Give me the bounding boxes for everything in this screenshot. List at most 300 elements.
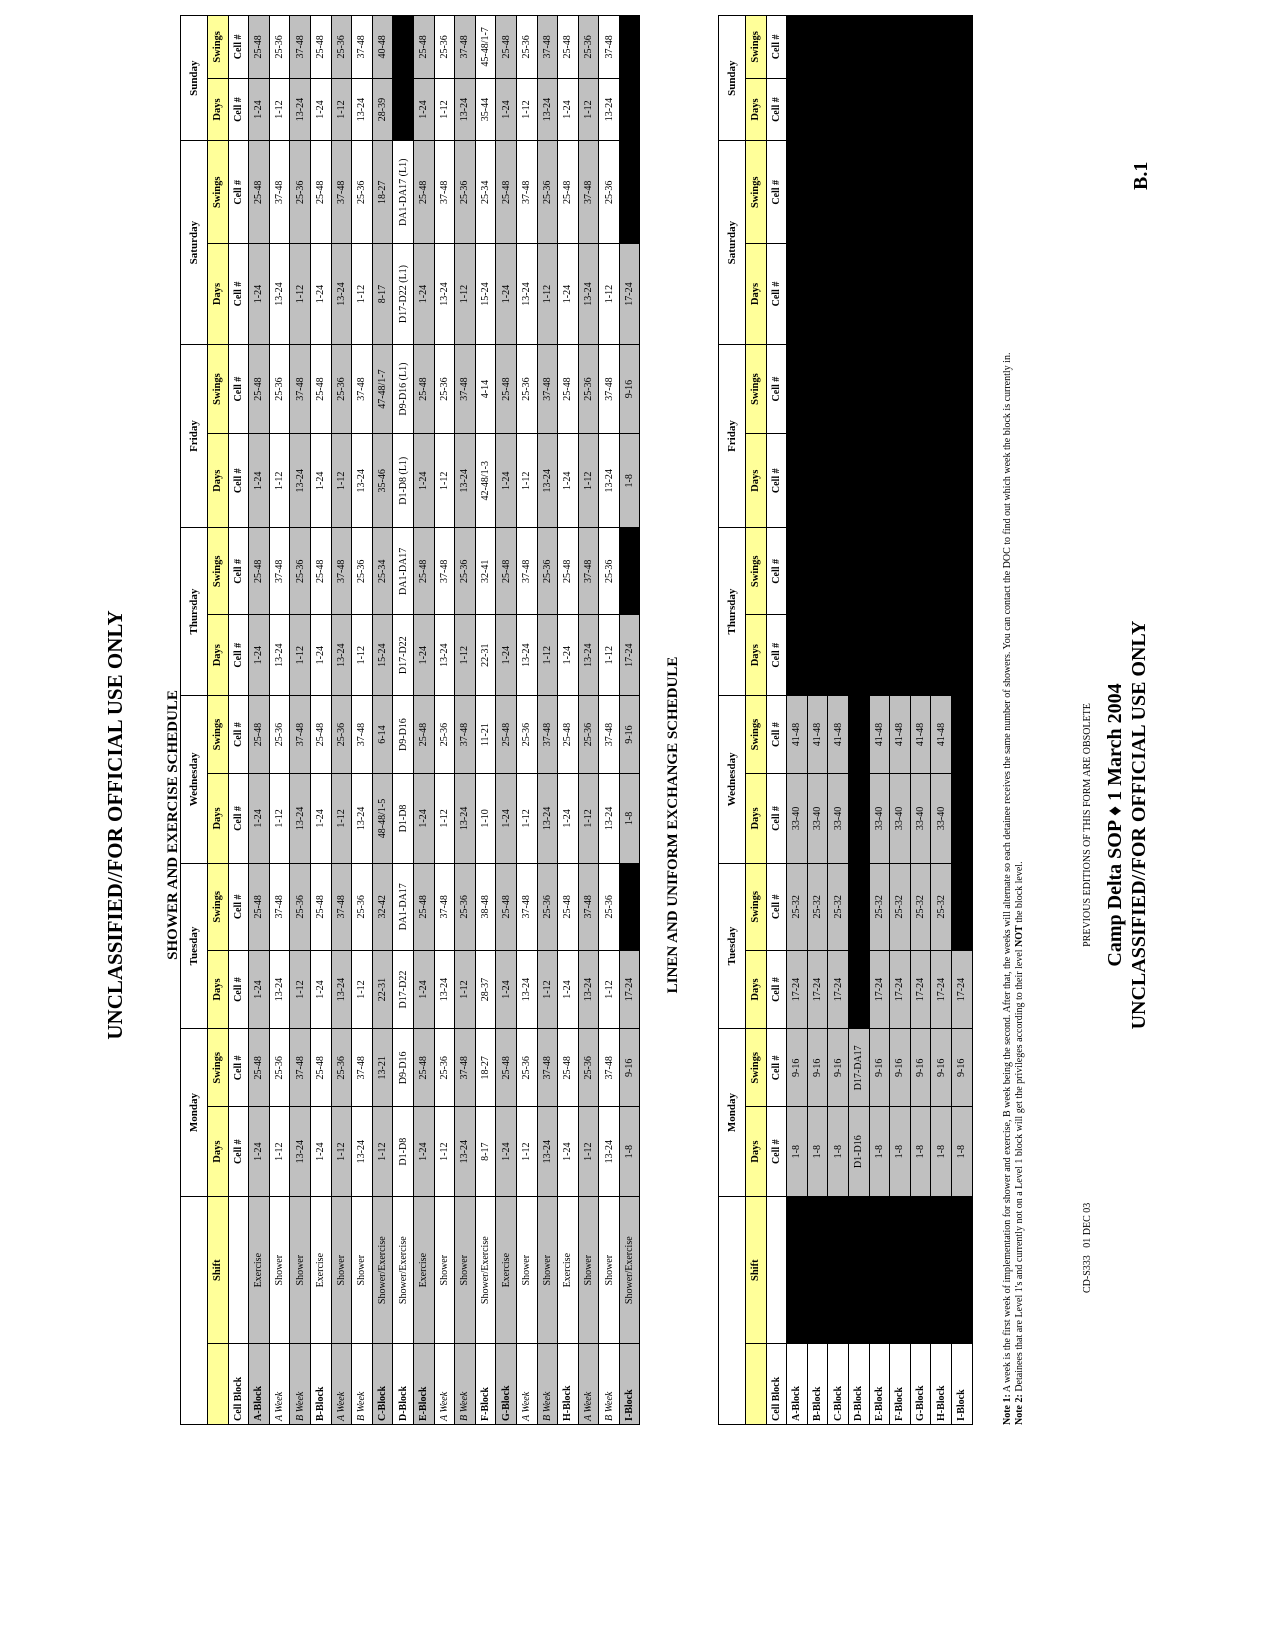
header-cell-number: Cell #: [766, 141, 787, 244]
redacted-cell: [910, 528, 931, 615]
schedule-cell: 25-48: [310, 528, 331, 615]
schedule-cell: 1-24: [558, 1107, 579, 1196]
schedule-cell: 9-16: [931, 1029, 952, 1107]
redacted-cell: [910, 16, 931, 79]
header-days: Days: [746, 78, 767, 141]
row-block-label: C-Block: [828, 1344, 849, 1425]
schedule-cell: 37-48: [537, 695, 558, 773]
schedule-cell: 1-24: [496, 950, 517, 1028]
row-shift: Shower: [269, 1196, 290, 1344]
row-shift: Shower/Exercise: [475, 1196, 496, 1344]
schedule-cell: 1-24: [496, 78, 517, 141]
schedule-cell: 1-24: [496, 244, 517, 345]
sop-title: Camp Delta SOP ♦ 1 March 2004: [1104, 683, 1126, 967]
redacted-cell: [890, 1196, 911, 1344]
schedule-cell: 1-24: [413, 434, 434, 528]
schedule-cell: 41-48: [890, 695, 911, 773]
table-row: [537, 16, 558, 1425]
redacted-cell: [931, 244, 952, 345]
schedule-cell: 13-24: [599, 1107, 620, 1196]
schedule-cell: 25-32: [807, 863, 828, 950]
row-shift: Shower: [516, 1196, 537, 1344]
schedule-cell: 9-16: [890, 1029, 911, 1107]
schedule-cell: 37-48: [537, 16, 558, 79]
redacted-cell: [931, 16, 952, 79]
redacted-cell: [828, 16, 849, 79]
page-number: B.1: [1130, 161, 1152, 190]
row-shift: Shower: [537, 1196, 558, 1344]
schedule-cell: D1-D8: [393, 774, 414, 863]
schedule-cell: 1-8: [951, 1107, 972, 1196]
schedule-cell: 41-48: [869, 695, 890, 773]
schedule-cell: 1-24: [558, 244, 579, 345]
schedule-cell: 25-48: [413, 344, 434, 433]
schedule-cell: 13-24: [537, 774, 558, 863]
schedule-cell: 17-24: [910, 950, 931, 1028]
schedule-cell: 1-8: [619, 774, 640, 863]
schedule-cell: 1-8: [910, 1107, 931, 1196]
header-row-sub: [746, 16, 767, 1425]
redacted-cell: [848, 950, 869, 1028]
schedule-cell: 37-48: [599, 1029, 620, 1107]
redacted-cell: [828, 78, 849, 141]
redacted-cell: [807, 434, 828, 528]
schedule-cell: 13-24: [516, 244, 537, 345]
schedule-cell: 25-48: [249, 528, 270, 615]
table-row: [269, 16, 290, 1425]
schedule-cell: 1-12: [599, 244, 620, 345]
schedule-cell: 18-27: [372, 141, 393, 244]
row-block-label: A-Block: [787, 1344, 808, 1425]
table-row: [951, 16, 972, 1425]
schedule-cell: 25-48: [558, 863, 579, 950]
schedule-cell: 41-48: [807, 695, 828, 773]
schedule-cell: 13-24: [516, 950, 537, 1028]
header-swings: Swings: [208, 141, 229, 244]
redacted-cell: [828, 141, 849, 244]
header-days: Days: [208, 1107, 229, 1196]
schedule-cell: 1-24: [413, 774, 434, 863]
header-cell-number: Cell #: [228, 16, 249, 79]
table-row: [496, 16, 517, 1425]
schedule-cell: 1-8: [828, 1107, 849, 1196]
schedule-cell: 1-12: [516, 78, 537, 141]
schedule-cell: 13-24: [352, 78, 373, 141]
redacted-cell: [951, 141, 972, 244]
header-shift: Shift: [208, 1196, 229, 1344]
header-cell-number: Cell #: [228, 344, 249, 433]
header-day: Saturday: [181, 141, 208, 344]
redacted-cell: [890, 528, 911, 615]
redacted-cell: [890, 434, 911, 528]
header-swings: Swings: [746, 528, 767, 615]
schedule-cell: 9-16: [619, 344, 640, 433]
row-block-label: A Week: [269, 1344, 290, 1425]
redacted-cell: [807, 615, 828, 696]
row-block-label: E-Block: [869, 1344, 890, 1425]
redacted-cell: [869, 1196, 890, 1344]
schedule-cell: 1-8: [931, 1107, 952, 1196]
schedule-cell: 37-48: [290, 695, 311, 773]
schedule-cell: 1-12: [352, 615, 373, 696]
redacted-cell: [910, 1196, 931, 1344]
redacted-cell: [848, 774, 869, 863]
redacted-cell: [890, 344, 911, 433]
schedule-cell: 37-48: [434, 863, 455, 950]
header-day: Tuesday: [181, 863, 208, 1029]
schedule-cell: 28-39: [372, 78, 393, 141]
header-day: Monday: [719, 1029, 746, 1197]
row-block-label: I-Block: [951, 1344, 972, 1425]
schedule-cell: 1-24: [249, 78, 270, 141]
redacted-cell: [828, 244, 849, 345]
schedule-cell: 1-24: [558, 78, 579, 141]
schedule-cell: 37-48: [516, 141, 537, 244]
row-block-label: E-Block: [413, 1344, 434, 1425]
schedule-cell: 25-48: [310, 863, 331, 950]
schedule-cell: 25-36: [455, 528, 476, 615]
schedule-cell: 25-36: [537, 863, 558, 950]
schedule-cell: 37-48: [269, 863, 290, 950]
redacted-cell: [848, 78, 869, 141]
obsolete-notice: PREVIOUS EDITIONS OF THIS FORM ARE OBSOLETE: [1082, 703, 1093, 947]
schedule-cell: 37-48: [290, 344, 311, 433]
schedule-cell: 25-48: [496, 528, 517, 615]
schedule-cell: 41-48: [931, 695, 952, 773]
schedule-cell: 37-48: [599, 695, 620, 773]
schedule-cell: 25-48: [413, 1029, 434, 1107]
schedule-cell: 13-24: [578, 950, 599, 1028]
schedule-cell: 1-10: [475, 774, 496, 863]
schedule-cell: 13-24: [352, 1107, 373, 1196]
schedule-cell: 25-36: [516, 344, 537, 433]
header-days: Days: [208, 615, 229, 696]
schedule-cell: 25-36: [434, 344, 455, 433]
redacted-cell: [619, 141, 640, 244]
row-block-label: I-Block: [619, 1344, 640, 1425]
schedule-cell: 1-12: [537, 950, 558, 1028]
header-swings: Swings: [208, 344, 229, 433]
redacted-cell: [951, 78, 972, 141]
row-shift: Shower: [290, 1196, 311, 1344]
schedule-cell: 1-24: [310, 1107, 331, 1196]
linen-exchange-table: [718, 15, 973, 1425]
schedule-cell: 13-24: [537, 78, 558, 141]
redacted-cell: [848, 244, 869, 345]
schedule-cell: 37-48: [537, 1029, 558, 1107]
header-cell-number: Cell #: [228, 615, 249, 696]
schedule-cell: 25-48: [249, 141, 270, 244]
redacted-cell: [951, 695, 972, 773]
schedule-cell: 25-48: [310, 16, 331, 79]
top-classification-banner: UNCLASSIFIED//FOR OFFICIAL USE ONLY: [103, 610, 127, 1040]
table-row: [290, 16, 311, 1425]
note-2: [1014, 5, 1026, 1425]
schedule-cell: 1-12: [331, 434, 352, 528]
schedule-cell: 25-48: [249, 344, 270, 433]
schedule-cell: 4-14: [475, 344, 496, 433]
shower-exercise-table: [180, 15, 640, 1425]
schedule-cell: 25-36: [434, 16, 455, 79]
table-row: [331, 16, 352, 1425]
schedule-cell: 9-16: [869, 1029, 890, 1107]
schedule-cell: 25-32: [869, 863, 890, 950]
header-cell-number: Cell #: [228, 1107, 249, 1196]
schedule-cell: 1-24: [558, 434, 579, 528]
schedule-cell: 32-41: [475, 528, 496, 615]
header-days: Days: [746, 774, 767, 863]
row-shift: Shower: [578, 1196, 599, 1344]
schedule-cell: 9-16: [807, 1029, 828, 1107]
notes-block: [1002, 5, 1026, 1425]
schedule-cell: 25-36: [537, 528, 558, 615]
row-block-label: H-Block: [558, 1344, 579, 1425]
schedule-cell: 11-21: [475, 695, 496, 773]
schedule-cell: 25-48: [413, 141, 434, 244]
schedule-cell: 33-40: [787, 774, 808, 863]
schedule-cell: 1-12: [290, 950, 311, 1028]
row-block-label: B Week: [537, 1344, 558, 1425]
redacted-cell: [951, 344, 972, 433]
schedule-cell: 1-24: [413, 1107, 434, 1196]
row-shift: Exercise: [413, 1196, 434, 1344]
row-shift: Shower/Exercise: [372, 1196, 393, 1344]
redacted-cell: [828, 615, 849, 696]
schedule-cell: 25-48: [249, 16, 270, 79]
redacted-cell: [910, 615, 931, 696]
header-swings: Swings: [746, 16, 767, 79]
header-cell-number: Cell #: [766, 863, 787, 950]
redacted-cell: [890, 16, 911, 79]
schedule-cell: 15-24: [372, 615, 393, 696]
header-swings: Swings: [746, 141, 767, 244]
redacted-cell: [951, 1196, 972, 1344]
linen-schedule-title: LINEN AND UNIFORM EXCHANGE SCHEDULE: [665, 656, 681, 994]
schedule-cell: 13-24: [599, 774, 620, 863]
redacted-cell: [848, 1196, 869, 1344]
schedule-cell: 1-12: [290, 244, 311, 345]
schedule-cell: 37-48: [455, 1029, 476, 1107]
form-id: CD-S333 01 DEC 03: [1082, 1202, 1093, 1293]
schedule-cell: 25-48: [413, 695, 434, 773]
schedule-cell: 17-24: [828, 950, 849, 1028]
schedule-cell: 13-24: [516, 615, 537, 696]
schedule-cell: 17-24: [619, 950, 640, 1028]
schedule-cell: 1-24: [558, 950, 579, 1028]
redacted-cell: [787, 1196, 808, 1344]
schedule-cell: 37-48: [516, 863, 537, 950]
schedule-cell: 1-24: [558, 774, 579, 863]
schedule-cell: 1-12: [269, 434, 290, 528]
schedule-cell: 1-24: [310, 615, 331, 696]
schedule-cell: 15-24: [475, 244, 496, 345]
schedule-cell: 9-16: [619, 695, 640, 773]
redacted-cell: [910, 141, 931, 244]
schedule-cell: 13-24: [434, 615, 455, 696]
schedule-cell: 9-16: [787, 1029, 808, 1107]
schedule-cell: 25-36: [352, 863, 373, 950]
redacted-cell: [951, 434, 972, 528]
schedule-cell: 25-34: [475, 141, 496, 244]
header-day: Friday: [181, 344, 208, 527]
schedule-cell: 13-24: [455, 774, 476, 863]
redacted-cell: [787, 78, 808, 141]
redacted-cell: [619, 528, 640, 615]
redacted-cell: [869, 615, 890, 696]
note-1: [1002, 5, 1014, 1425]
row-block-label: A Week: [516, 1344, 537, 1425]
redacted-cell: [869, 16, 890, 79]
schedule-cell: 25-36: [331, 344, 352, 433]
schedule-cell: 48-48/1-5: [372, 774, 393, 863]
redacted-cell: [951, 615, 972, 696]
note-2-text-b: the block level.: [1014, 861, 1025, 926]
redacted-cell: [910, 344, 931, 433]
schedule-cell: 37-48: [331, 141, 352, 244]
header-cell-number: Cell #: [228, 528, 249, 615]
redacted-cell: [848, 344, 869, 433]
schedule-cell: 37-48: [578, 528, 599, 615]
schedule-cell: 47-48/1-7: [372, 344, 393, 433]
row-block-label: G-Block: [910, 1344, 931, 1425]
schedule-cell: 13-24: [269, 950, 290, 1028]
header-row-sub: [208, 16, 229, 1425]
header-blank: [746, 1344, 767, 1425]
schedule-cell: 25-48: [558, 1029, 579, 1107]
schedule-cell: 1-8: [869, 1107, 890, 1196]
schedule-cell: 25-48: [413, 863, 434, 950]
schedule-cell: 1-12: [331, 1107, 352, 1196]
schedule-cell: 1-12: [290, 615, 311, 696]
schedule-cell: D9-D16 (L1): [393, 344, 414, 433]
header-cell-block: Cell Block: [228, 1344, 249, 1425]
header-day: Wednesday: [719, 695, 746, 863]
schedule-cell: 25-48: [496, 1029, 517, 1107]
schedule-cell: 25-48: [310, 141, 331, 244]
table-row: [910, 16, 931, 1425]
schedule-cell: 1-24: [496, 434, 517, 528]
schedule-cell: 25-48: [496, 16, 517, 79]
header-cell-number: Cell #: [228, 141, 249, 244]
schedule-cell: D17-D22 (L1): [393, 244, 414, 345]
row-shift: Shower/Exercise: [619, 1196, 640, 1344]
schedule-cell: 9-16: [910, 1029, 931, 1107]
header-cell-number: Cell #: [766, 774, 787, 863]
schedule-cell: 1-24: [310, 434, 331, 528]
header-cell-number: Cell #: [766, 615, 787, 696]
schedule-cell: 37-48: [578, 863, 599, 950]
redacted-cell: [828, 528, 849, 615]
redacted-cell: [869, 244, 890, 345]
redacted-cell: [787, 344, 808, 433]
redacted-cell: [807, 78, 828, 141]
schedule-cell: 1-12: [516, 1107, 537, 1196]
redacted-cell: [807, 244, 828, 345]
schedule-cell: 33-40: [890, 774, 911, 863]
schedule-cell: 37-48: [537, 344, 558, 433]
schedule-cell: 13-24: [599, 434, 620, 528]
schedule-cell: 38-48: [475, 863, 496, 950]
row-block-label: A Week: [331, 1344, 352, 1425]
redacted-cell: [828, 1196, 849, 1344]
row-block-label: F-Block: [475, 1344, 496, 1425]
header-days: Days: [208, 78, 229, 141]
shower-schedule-title: SHOWER AND EXERCISE SCHEDULE: [165, 690, 181, 960]
schedule-cell: 25-36: [331, 1029, 352, 1107]
redacted-cell: [869, 344, 890, 433]
header-row-days: [719, 16, 746, 1425]
header-cell-number: Cell #: [228, 244, 249, 345]
header-cell-number: Cell #: [766, 244, 787, 345]
schedule-cell: 13-24: [455, 434, 476, 528]
redacted-cell: [787, 244, 808, 345]
schedule-cell: 1-24: [249, 244, 270, 345]
row-block-label: B Week: [599, 1344, 620, 1425]
redacted-cell: [807, 141, 828, 244]
redacted-cell: [828, 434, 849, 528]
schedule-cell: 1-24: [310, 244, 331, 345]
redacted-cell: [931, 615, 952, 696]
schedule-cell: 1-12: [372, 1107, 393, 1196]
schedule-cell: 1-12: [455, 244, 476, 345]
row-block-label: B Week: [455, 1344, 476, 1425]
header-day: Monday: [181, 1029, 208, 1197]
header-shift: Shift: [746, 1196, 767, 1344]
schedule-cell: 25-48: [558, 695, 579, 773]
schedule-cell: 13-24: [331, 950, 352, 1028]
table-row: [455, 16, 476, 1425]
schedule-cell: 40-48: [372, 16, 393, 79]
table-row: [578, 16, 599, 1425]
schedule-cell: 13-24: [290, 78, 311, 141]
header-cell-number: Cell #: [766, 434, 787, 528]
schedule-cell: 25-32: [910, 863, 931, 950]
schedule-cell: 25-36: [269, 695, 290, 773]
schedule-cell: 13-24: [599, 78, 620, 141]
schedule-cell: 25-48: [413, 528, 434, 615]
schedule-cell: 41-48: [910, 695, 931, 773]
schedule-cell: 1-8: [619, 1107, 640, 1196]
redacted-cell: [951, 528, 972, 615]
schedule-cell: 25-36: [578, 695, 599, 773]
row-block-label: A Week: [434, 1344, 455, 1425]
schedule-cell: 25-36: [434, 695, 455, 773]
redacted-cell: [848, 141, 869, 244]
schedule-cell: 9-16: [828, 1029, 849, 1107]
table-row: [434, 16, 455, 1425]
table-row: [310, 16, 331, 1425]
schedule-cell: 25-36: [269, 1029, 290, 1107]
schedule-cell: 1-24: [413, 78, 434, 141]
schedule-cell: 25-48: [249, 1029, 270, 1107]
redacted-cell: [931, 528, 952, 615]
row-shift: Exercise: [496, 1196, 517, 1344]
schedule-cell: 25-48: [496, 141, 517, 244]
schedule-cell: 17-24: [931, 950, 952, 1028]
redacted-cell: [931, 78, 952, 141]
note-2-bold: NOT: [1014, 925, 1025, 947]
redacted-cell: [619, 78, 640, 141]
schedule-cell: 9-16: [619, 1029, 640, 1107]
schedule-cell: 1-24: [310, 78, 331, 141]
schedule-cell: 1-24: [310, 774, 331, 863]
schedule-cell: 25-36: [516, 695, 537, 773]
schedule-cell: 13-24: [434, 244, 455, 345]
header-swings: Swings: [208, 695, 229, 773]
redacted-cell: [890, 78, 911, 141]
schedule-cell: 25-36: [352, 528, 373, 615]
schedule-cell: 1-24: [413, 615, 434, 696]
